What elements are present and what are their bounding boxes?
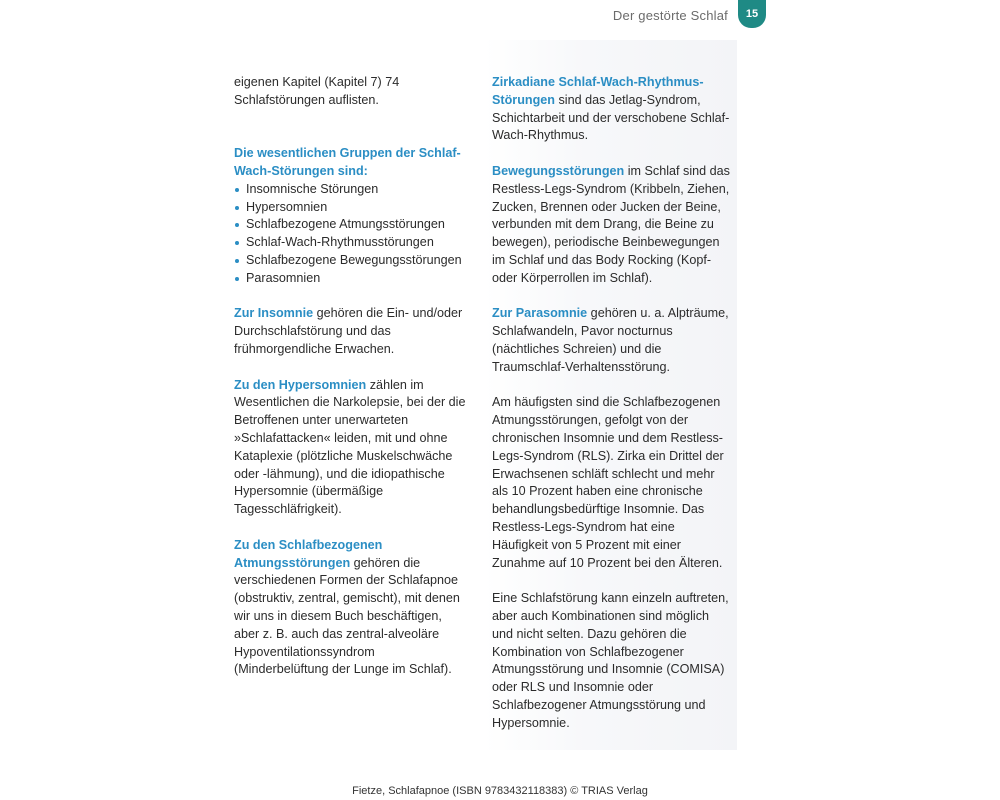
bewegung-text: im Schlaf sind das Restless-Legs-Syndrom (Kribbeln, Ziehen, Zucken, Brennen oder Jucken der Beine, verbunden mit dem Drang, die Beine zu bewegen), periodische Beinbewegungen im Schlaf und das Body Rocking (Kopf- oder Körperrollen im Schlaf).	[492, 163, 730, 285]
running-header-title: Der gestörte Schlaf	[612, 8, 728, 23]
list-item: Insomnische Störungen	[234, 181, 466, 199]
atmung-term: Zu den Schlafbezogenen Atmungsstörungen	[234, 537, 383, 570]
bewegung-paragraph	[492, 163, 732, 288]
insomnie-text: gehören die Ein- und/oder Durchschlafstörung und das frühmorgendliche Erwachen.	[234, 306, 463, 356]
footer-citation: Fietze, Schlafapnoe (ISBN 9783432118383) © TRIAS Verlag	[352, 785, 648, 797]
parasomnie-term: Zur Parasomnie	[492, 306, 588, 321]
groups-list-title: Die wesentlichen Gruppen der Schlaf-Wach-Störungen sind:	[234, 146, 461, 178]
groups-list	[234, 181, 466, 288]
list-item: Schlafbezogene Atmungsstörungen	[234, 216, 466, 234]
hypersomnien-paragraph	[234, 377, 466, 519]
zirkadian-paragraph	[492, 74, 732, 145]
page-number-badge: 15	[738, 0, 766, 28]
left-column	[234, 74, 466, 679]
insomnie-paragraph	[234, 305, 466, 358]
parasomnie-text: gehören u. a. Alpträume, Schlafwandeln, Pavor nocturnus (nächtliches Schreien) und die Traumschlaf-Verhaltensstörung.	[492, 306, 729, 374]
list-item: Schlafbezogene Bewegungsstörungen	[234, 252, 466, 270]
list-item: Hypersomnien	[234, 199, 466, 217]
hypersomnien-text: zählen im Wesentlichen die Narkolepsie, bei der die Betroffenen unter unerwarteten »Schlafattacken« leiden, mit und ohne Kataplexie (plötzliche Muskelschwäche oder -lähmung), und die idiopathische Hypersomnie (übermäßige Tagesschläfrigkeit).	[234, 377, 466, 517]
bewegung-term: Bewegungsstörungen	[492, 163, 625, 178]
insomnie-term: Zur Insomnie	[234, 306, 314, 321]
kombination-paragraph: Eine Schlafstörung kann einzeln auftreten, aber auch Kombinationen sind möglich und nicht selten. Dazu gehören die Kombination von Schlafbezogener Atmungsstörung und Insomnie (COMISA) oder RLS und Insomnie oder Schlafbezogener Atmungsstörung und Hypersomnie.	[492, 591, 729, 730]
zirkadian-term: Zirkadiane Schlaf-Wach-Rhythmus-Störungen	[492, 75, 704, 107]
intro-paragraph: eigenen Kapitel (Kapitel 7) 74 Schlafstörungen auflisten.	[234, 75, 400, 107]
list-item: Parasomnien	[234, 270, 466, 288]
hypersomnien-term: Zu den Hypersomnien	[234, 377, 367, 392]
zirkadian-text: sind das Jetlag-Syndrom, Schichtarbeit und der verschobene Schlaf-Wach-Rhythmus.	[492, 92, 730, 143]
atmung-text: gehören die verschiedenen Formen der Schlafapnoe (obstruktiv, zentral, gemischt), mit denen wir uns in diesem Buch beschäftigen, aber z. B. auch das zentral-alveoläre Hypoventilationssyndrom (Minderbelüftung der Lunge im Schlaf).	[234, 555, 460, 677]
atmung-paragraph	[234, 537, 466, 679]
list-item: Schlaf-Wach-Rhythmusstörungen	[234, 234, 466, 252]
parasomnie-paragraph	[492, 305, 732, 376]
right-column	[492, 74, 732, 732]
haeufigkeit-paragraph: Am häufigsten sind die Schlafbezogenen Atmungsstörungen, gefolgt von der chronischen Insomnie und dem Restless-Legs-Syndrom (RLS). Zirka ein Drittel der Erwachsenen schläft schlecht und mehr als 10 Prozent haben eine chronische behandlungsbedürftige Insomnie. Das Restless-Legs-Syndrom hat eine Häufigkeit von 5 Prozent mit einer Zunahme auf 10 Prozent bei den Älteren.	[492, 395, 724, 570]
